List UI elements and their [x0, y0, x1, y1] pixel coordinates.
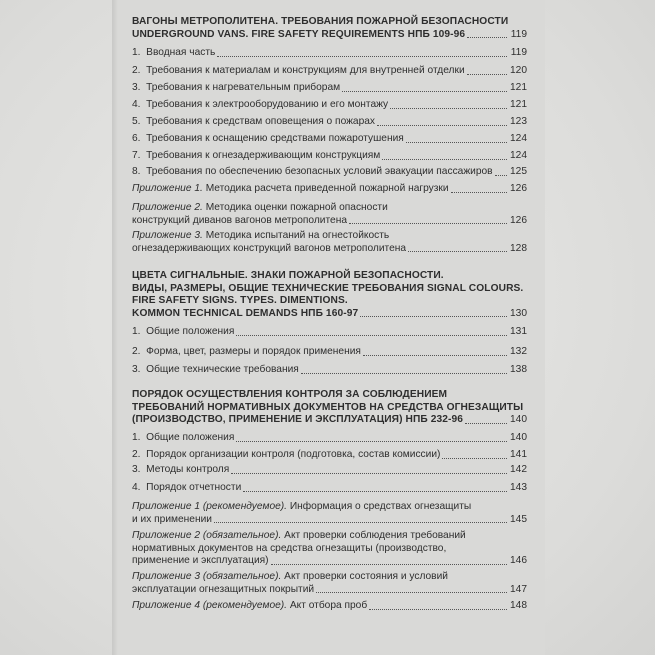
page-number: 121 [510, 82, 527, 93]
toc-item[interactable] [132, 449, 527, 462]
toc-item[interactable] [132, 116, 527, 129]
appendix-label: Приложение 1 (рекомендуемое). [132, 501, 287, 512]
toc-item-title: 3. Методы контроля [132, 464, 230, 475]
leader-dots [369, 606, 507, 610]
toc-item-title: 2. Требования к материалам и конструкциям для внутренней отделки [132, 65, 465, 76]
page-number: 124 [510, 150, 527, 161]
leader-dots [236, 438, 507, 442]
toc-item[interactable] [132, 464, 527, 477]
toc-item[interactable] [132, 364, 527, 377]
appendix-label: Приложение 2 (обязательное). [132, 530, 282, 541]
toc-item-title: 1. Общие положения [132, 326, 235, 337]
page-number: 119 [510, 47, 527, 58]
leader-dots [382, 156, 507, 160]
leader-dots [406, 139, 507, 143]
toc-item-title: 3. Требования к нагревательным приборам [132, 82, 341, 93]
toc-item-title: 5. Требования к средствам оповещения о пожарах [132, 116, 376, 127]
leader-dots [363, 352, 507, 356]
leader-dots [316, 589, 507, 593]
page-number: 120 [510, 65, 527, 76]
appendix-title: Информация о средствах огнезащиты [289, 501, 472, 512]
section-3-heading-line-1: ПОРЯДОК ОСУЩЕСТВЛЕНИЯ КОНТРОЛЯ ЗА СОБЛЮДЕНИЕМ [132, 389, 448, 400]
page-number: 119 [510, 28, 527, 40]
appendix-title: Акт проверки состояния и условий [284, 571, 448, 582]
leader-dots [217, 53, 507, 57]
toc-item-title: 7. Требования к огнезадерживающим конструкциям [132, 150, 381, 161]
toc-item[interactable] [132, 166, 527, 179]
appendix-title-continued: конструкций диванов вагонов метрополитена [132, 214, 347, 226]
appendix-item[interactable] [132, 600, 527, 613]
appendix-title-continued: применение и эксплуатация) [132, 555, 269, 566]
appendix-title: Методика оценки пожарной опасности [205, 202, 388, 213]
leader-dots [342, 88, 507, 92]
appendix-title: Акт отбора проб [289, 600, 368, 611]
page-number: 124 [510, 133, 527, 144]
section-1-heading[interactable] [132, 16, 527, 41]
section-2-heading[interactable] [132, 270, 527, 320]
leader-dots [271, 561, 507, 565]
leader-dots [360, 313, 507, 317]
appendix-item[interactable] [132, 501, 527, 526]
leader-dots [467, 71, 507, 75]
page-number: 147 [510, 583, 527, 595]
page-number: 130 [510, 307, 527, 319]
page-number: 140 [510, 414, 527, 425]
page-number: 132 [510, 346, 527, 357]
appendix-label: Приложение 3. [132, 230, 203, 241]
toc-item-title: 2. Порядок организации контроля (подготовка, состав комиссии) [132, 449, 441, 460]
toc-item[interactable] [132, 150, 527, 163]
page-number: 143 [510, 482, 527, 493]
toc-item[interactable] [132, 326, 527, 339]
page-number: 145 [510, 513, 527, 525]
toc-item-title: 6. Требования к оснащению средствами пожаротушения [132, 133, 404, 144]
page-number: 126 [510, 183, 527, 194]
appendix-item[interactable] [132, 202, 527, 227]
section-3-heading-line-2: ТРЕБОВАНИЙ НОРМАТИВНЫХ ДОКУМЕНТОВ НА СРЕДСТВА ОГНЕЗАЩИТЫ [132, 401, 524, 413]
leader-dots [495, 172, 507, 176]
toc-item-title: 4. Требования к электрооборудованию и его монтажу [132, 99, 389, 110]
toc-item[interactable] [132, 432, 527, 445]
toc-item[interactable] [132, 82, 527, 95]
leader-dots [377, 122, 507, 126]
appendix-title: Акт проверки соблюдения требований [284, 530, 466, 541]
page-edge-left [112, 0, 118, 655]
section-1-heading-line-2: UNDERGROUND VANS. FIRE SAFETY REQUIREMENTS НПБ 109-96 [132, 28, 466, 40]
section-2-heading-line-2: ВИДЫ, РАЗМЕРЫ, ОБЩИЕ ТЕХНИЧЕСКИЕ ТРЕБОВАНИЯ SIGNAL COLOURS. [132, 282, 524, 294]
page-number: 128 [510, 242, 527, 254]
page-number: 141 [510, 449, 527, 460]
leader-dots [408, 248, 507, 252]
section-3-heading[interactable] [132, 389, 527, 427]
leader-dots [231, 470, 507, 474]
toc-item[interactable] [132, 133, 527, 146]
leader-dots [236, 332, 507, 336]
leader-dots [349, 220, 507, 224]
appendix-title-continued: эксплуатации огнезащитных покрытий [132, 583, 315, 595]
page-number: 126 [510, 214, 527, 226]
appendix-label: Приложение 3 (обязательное). [132, 571, 282, 582]
page-number: 142 [510, 464, 527, 475]
toc-item[interactable] [132, 99, 527, 112]
toc-item[interactable] [132, 482, 527, 495]
toc-item-title: 2. Форма, цвет, размеры и порядок применения [132, 346, 361, 357]
appendix-title-continued: и их применении [132, 513, 212, 525]
leader-dots [390, 105, 507, 109]
appendix-item[interactable] [132, 230, 527, 255]
appendix-title: Методика испытаний на огнестойкость [205, 230, 390, 241]
section-2-heading-line-4: KOMMON TECHNICAL DEMANDS НПБ 160-97 [132, 307, 359, 319]
page-number: 148 [510, 600, 527, 611]
toc-item-title: 8. Требования по обеспечению безопасных условий эвакуации пассажиров [132, 166, 493, 177]
section-2-heading-line-1: ЦВЕТА СИГНАЛЬНЫЕ. ЗНАКИ ПОЖАРНОЙ БЕЗОПАСНОСТИ. [132, 270, 444, 281]
section-2-heading-line-3: FIRE SAFETY SIGNS. TYPES. DIMENTIONS. [132, 295, 348, 306]
leader-dots [465, 420, 507, 424]
toc-item-title: 1. Вводная часть [132, 47, 216, 58]
leader-dots [214, 519, 507, 523]
appendix-label: Приложение 1. [132, 183, 203, 194]
page-number: 146 [510, 555, 527, 566]
page-number: 125 [510, 166, 527, 177]
appendix-title: Методика расчета приведенной пожарной нагрузки [205, 183, 449, 194]
toc-item-title: 1. Общие положения [132, 432, 235, 443]
toc-item[interactable] [132, 47, 527, 60]
appendix-label: Приложение 4 (рекомендуемое). [132, 600, 287, 611]
leader-dots [467, 34, 507, 38]
toc-item-title: 4. Порядок отчетности [132, 482, 242, 493]
appendix-label: Приложение 2. [132, 202, 203, 213]
toc-item-title: 3. Общие технические требования [132, 364, 299, 375]
leader-dots [451, 189, 507, 193]
appendix-title-middle: нормативных документов на средства огнезащиты (производство, [132, 542, 447, 554]
section-1-heading-line-1: ВАГОНЫ МЕТРОПОЛИТЕНА. ТРЕБОВАНИЯ ПОЖАРНОЙ БЕЗОПАСНОСТИ [132, 16, 509, 27]
page-number: 131 [510, 326, 527, 337]
page-number: 121 [510, 99, 527, 110]
toc-item[interactable] [132, 65, 527, 78]
page-number: 123 [510, 116, 527, 127]
leader-dots [301, 370, 507, 374]
appendix-item[interactable] [132, 530, 527, 568]
section-3-heading-line-3: (ПРОИЗВОДСТВО, ПРИМЕНЕНИЕ И ЭКСПЛУАТАЦИЯ) НПБ 232-96 [132, 414, 464, 425]
page-number: 138 [510, 364, 527, 375]
appendix-item[interactable] [132, 183, 527, 196]
appendix-title-continued: огнезадерживающих конструкций вагонов метрополитена [132, 242, 407, 254]
leader-dots [442, 455, 507, 459]
page-number: 140 [510, 432, 527, 443]
appendix-item[interactable] [132, 571, 527, 596]
toc-item[interactable] [132, 346, 527, 359]
leader-dots [243, 488, 507, 492]
